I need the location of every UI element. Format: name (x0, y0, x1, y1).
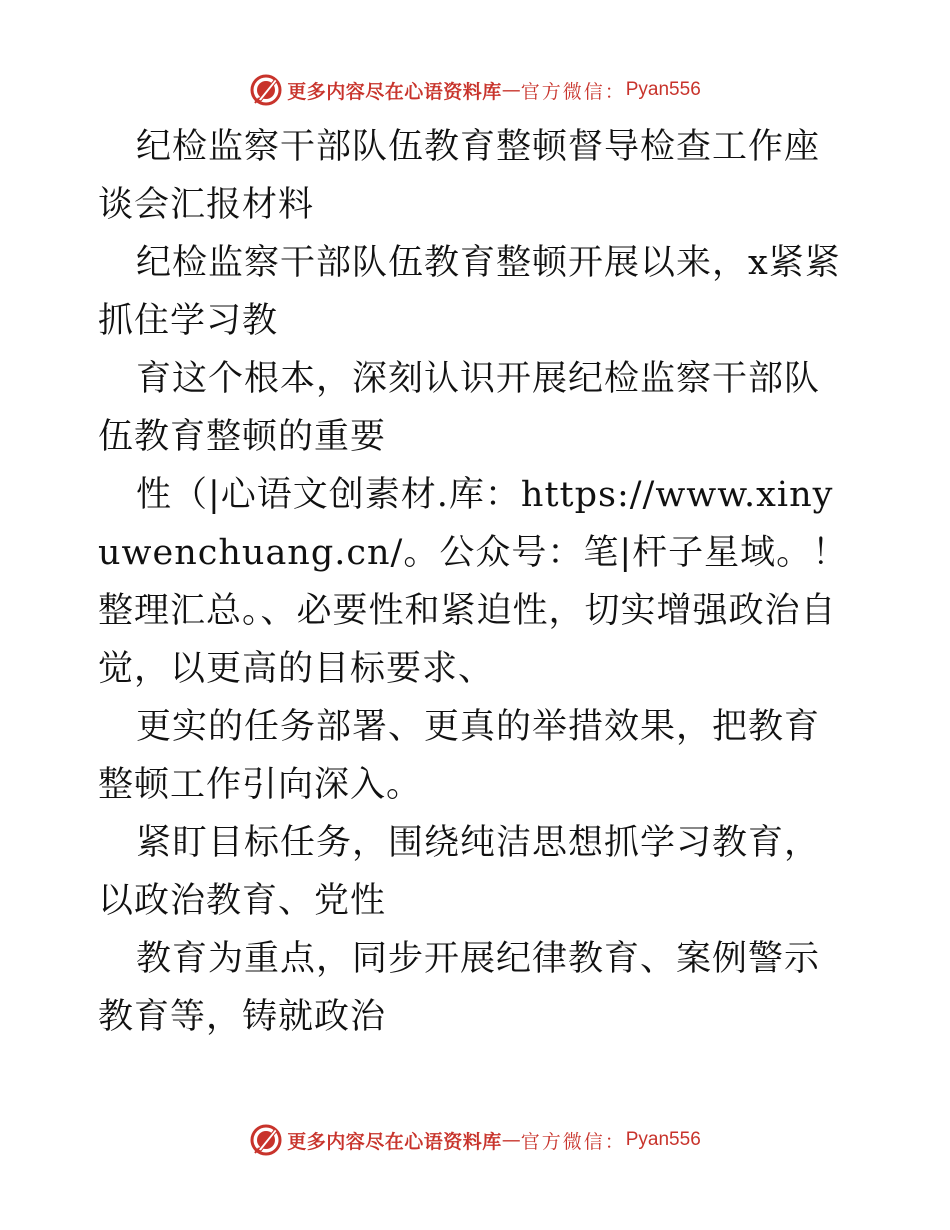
paragraph: 纪检监察干部队伍教育整顿开展以来，x紧紧抓住学习教 (98, 243, 841, 341)
document-title: 纪检监察干部队伍教育整顿督导检查工作座谈会汇报材料 (98, 127, 821, 225)
header-banner (0, 70, 950, 110)
footer-banner (0, 1120, 950, 1160)
paragraph: 性（|心语文创素材.库：https://www.xinyuwenchuang.cn/。公众号：笔|杆子星域。！整理汇总。、必要性和紧迫性，切实增强政治自觉，以更高的目标要求、 (98, 475, 849, 689)
quill-logo-icon (249, 73, 283, 107)
banner-dash: — (501, 79, 521, 101)
document-body (98, 118, 854, 1046)
banner-text: 更多内容尽在心语资料库 (287, 80, 502, 103)
paragraph: 育这个根本，深刻认识开展纪检监察干部队伍教育整顿的重要 (98, 359, 821, 457)
banner-text: 更多内容尽在心语资料库 (287, 1130, 502, 1153)
banner-dash: — (501, 1129, 521, 1151)
paragraph: 教育为重点，同步开展纪律教育、案例警示教育等，铸就政治 (98, 939, 821, 1037)
banner-wechat-label: 官方微信： (520, 1130, 626, 1153)
paragraph: 紧盯目标任务，围绕纯洁思想抓学习教育，以政治教育、党性 (98, 823, 821, 921)
banner-wechat-id: Pyan556 (625, 1129, 701, 1150)
banner-wechat-label: 官方微信： (520, 80, 626, 103)
paragraph: 更实的任务部署、更真的举措效果，把教育整顿工作引向深入。 (98, 707, 821, 805)
banner-wechat-id: Pyan556 (625, 79, 701, 100)
quill-logo-icon (249, 1123, 283, 1157)
